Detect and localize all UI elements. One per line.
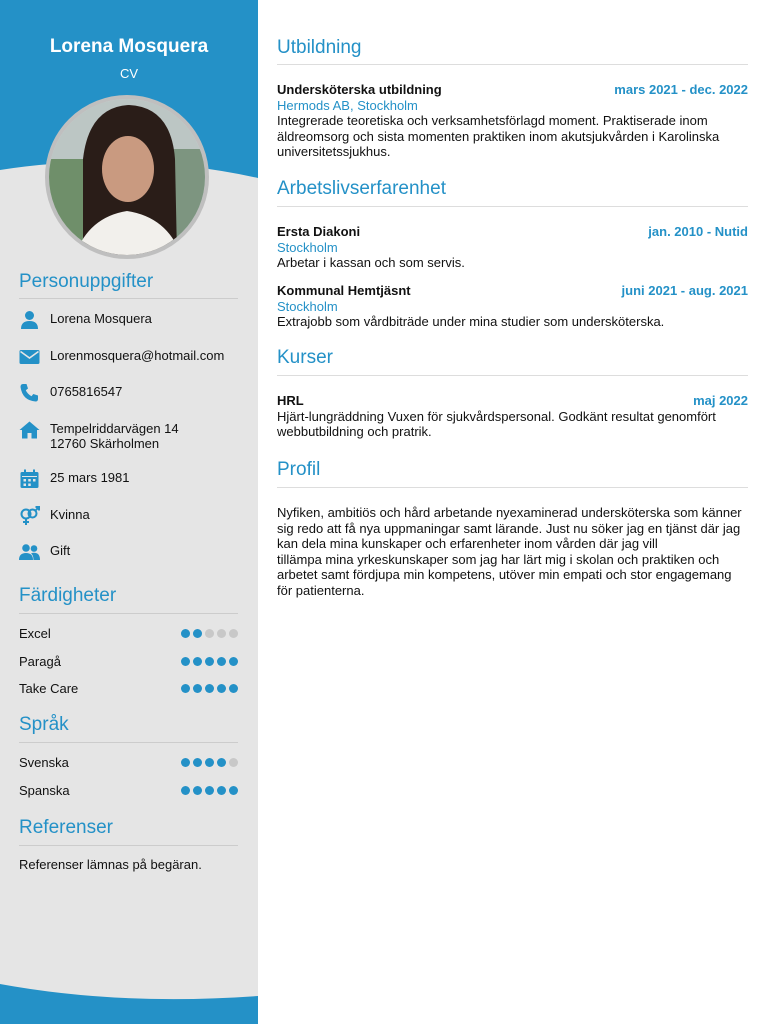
rating-dot-filled <box>217 657 226 666</box>
personal-email-text[interactable]: Lorenmosquera@hotmail.com <box>50 348 225 363</box>
rating-dot-filled <box>217 684 226 693</box>
work-title: Arbetslivserfarenhet <box>277 178 446 199</box>
rating-dot-empty <box>217 629 226 638</box>
personal-phone-text[interactable]: 0765816547 <box>50 384 123 399</box>
education-title: Utbildning <box>277 37 362 58</box>
rating-dot-filled <box>193 657 202 666</box>
language-row <box>19 754 238 770</box>
gender-icon <box>19 506 40 526</box>
rating-dot-empty <box>205 629 214 638</box>
entry-date: maj 2022 <box>693 393 748 408</box>
rating-dot-filled <box>217 758 226 767</box>
rating-dot-filled <box>181 629 190 638</box>
home-icon <box>19 420 40 440</box>
courses-title: Kurser <box>277 347 333 368</box>
personal-phone-row <box>19 383 244 403</box>
rating-dot-filled <box>193 684 202 693</box>
personal-name-row <box>19 310 244 330</box>
personal-gender-text: Kvinna <box>50 507 90 522</box>
skill-name: Excel <box>19 625 51 641</box>
entry-date: jan. 2010 - Nutid <box>648 224 748 239</box>
section-divider <box>277 206 748 207</box>
personal-birthdate-row <box>19 469 244 489</box>
phone-icon <box>19 383 40 403</box>
section-divider <box>19 298 238 299</box>
personal-gender-row <box>19 506 244 526</box>
language-rating <box>181 758 238 767</box>
section-divider <box>19 613 238 614</box>
section-divider <box>277 64 748 65</box>
references-text: Referenser lämnas på begäran. <box>19 857 202 872</box>
rating-dot-filled <box>205 786 214 795</box>
entry-title: HRL <box>277 393 304 408</box>
personal-marital-row <box>19 542 244 562</box>
rating-dot-filled <box>181 657 190 666</box>
skill-row <box>19 653 238 669</box>
entry-location: Hermods AB, Stockholm <box>277 97 418 113</box>
skill-row <box>19 680 238 696</box>
candidate-name: Lorena Mosquera <box>49 36 209 57</box>
entry-location: Stockholm <box>277 239 338 255</box>
cv-subtitle: CV <box>119 66 139 81</box>
personal-address-row <box>19 420 244 451</box>
entry-description: Hjärt-lungräddning Vuxen för sjukvårdspersonal. Godkänt resultat genomfört webbutbildning och pratrik. <box>277 408 716 439</box>
profile-title: Profil <box>277 459 321 480</box>
language-name: Svenska <box>19 754 69 770</box>
references-title: Referenser <box>19 817 113 838</box>
rating-dot-filled <box>217 786 226 795</box>
personal-name-text: Lorena Mosquera <box>50 311 152 326</box>
rating-dot-filled <box>193 786 202 795</box>
rating-dot-filled <box>181 684 190 693</box>
portrait-photo <box>49 99 205 255</box>
section-divider <box>277 375 748 376</box>
skill-rating <box>181 629 238 638</box>
work-entry <box>277 224 748 271</box>
entry-description: Arbetar i kassan och som servis. <box>277 255 465 270</box>
language-rating <box>181 786 238 795</box>
section-divider <box>277 487 748 488</box>
calendar-icon <box>19 469 40 489</box>
work-entry <box>277 283 748 330</box>
skill-row <box>19 625 238 641</box>
rating-dot-filled <box>205 684 214 693</box>
rating-dot-filled <box>193 758 202 767</box>
rating-dot-filled <box>229 657 238 666</box>
avatar <box>45 95 209 259</box>
personal-birthdate-text: 25 mars 1981 <box>50 470 130 485</box>
rating-dot-filled <box>193 629 202 638</box>
person-icon <box>19 310 40 330</box>
personal-email-row <box>19 347 244 367</box>
entry-title: Kommunal Hemtjäsnt <box>277 283 411 298</box>
entry-location: Stockholm <box>277 298 338 314</box>
sidebar-footer-wave <box>0 984 258 1024</box>
section-divider <box>19 845 238 846</box>
entry-description: Extrajobb som vårdbiträde under mina studier som undersköterska. <box>277 314 665 329</box>
language-name: Spanska <box>19 782 70 798</box>
section-divider <box>19 742 238 743</box>
personal-address-text: Tempelriddarvägen 14 12760 Skärholmen <box>50 421 179 451</box>
skills-title: Färdigheter <box>19 585 117 606</box>
entry-title: Ersta Diakoni <box>277 224 361 239</box>
people-icon <box>19 542 40 562</box>
envelope-icon <box>19 347 40 367</box>
personal-info-title: Personuppgifter <box>19 271 154 292</box>
entry-title: Undersköterska utbildning <box>277 82 442 97</box>
rating-dot-filled <box>229 786 238 795</box>
course-entry <box>277 393 748 440</box>
profile-text: Nyfiken, ambitiös och hård arbetande nyexaminerad undersköterska som känner sig redo att få nya uppmaningar samt lärande. Just nu söker jag en tjänst där jag kan dela mina kunskaper och erfarenheter inom vården där jag vill tillämpa mina yrkeskunskaper som jag har lärt mig i skolan och praktiken och arbetet samt fördjupa min kompetens, utöver min empati och stor engagemang för patienterna. <box>277 505 742 598</box>
rating-dot-empty <box>229 629 238 638</box>
rating-dot-filled <box>229 684 238 693</box>
rating-dot-filled <box>205 657 214 666</box>
rating-dot-filled <box>181 758 190 767</box>
entry-date: juni 2021 - aug. 2021 <box>621 283 748 298</box>
rating-dot-filled <box>181 786 190 795</box>
skill-name: Take Care <box>19 680 79 696</box>
sidebar <box>0 0 258 1024</box>
languages-title: Språk <box>19 714 69 735</box>
skill-name: Paragå <box>19 653 61 669</box>
skill-rating <box>181 657 238 666</box>
entry-description: Integrerade teoretiska och verksamhetsförlagd moment. Praktiserade inom äldreomsorg och sista momenten praktiken inom akutsjukvården i Karolinska universitetssjukhus. <box>277 113 720 159</box>
skill-rating <box>181 684 238 693</box>
language-row <box>19 782 238 798</box>
personal-marital-text: Gift <box>50 543 71 558</box>
entry-date: mars 2021 - dec. 2022 <box>614 82 748 97</box>
education-entry <box>277 82 748 160</box>
rating-dot-empty <box>229 758 238 767</box>
rating-dot-filled <box>205 758 214 767</box>
